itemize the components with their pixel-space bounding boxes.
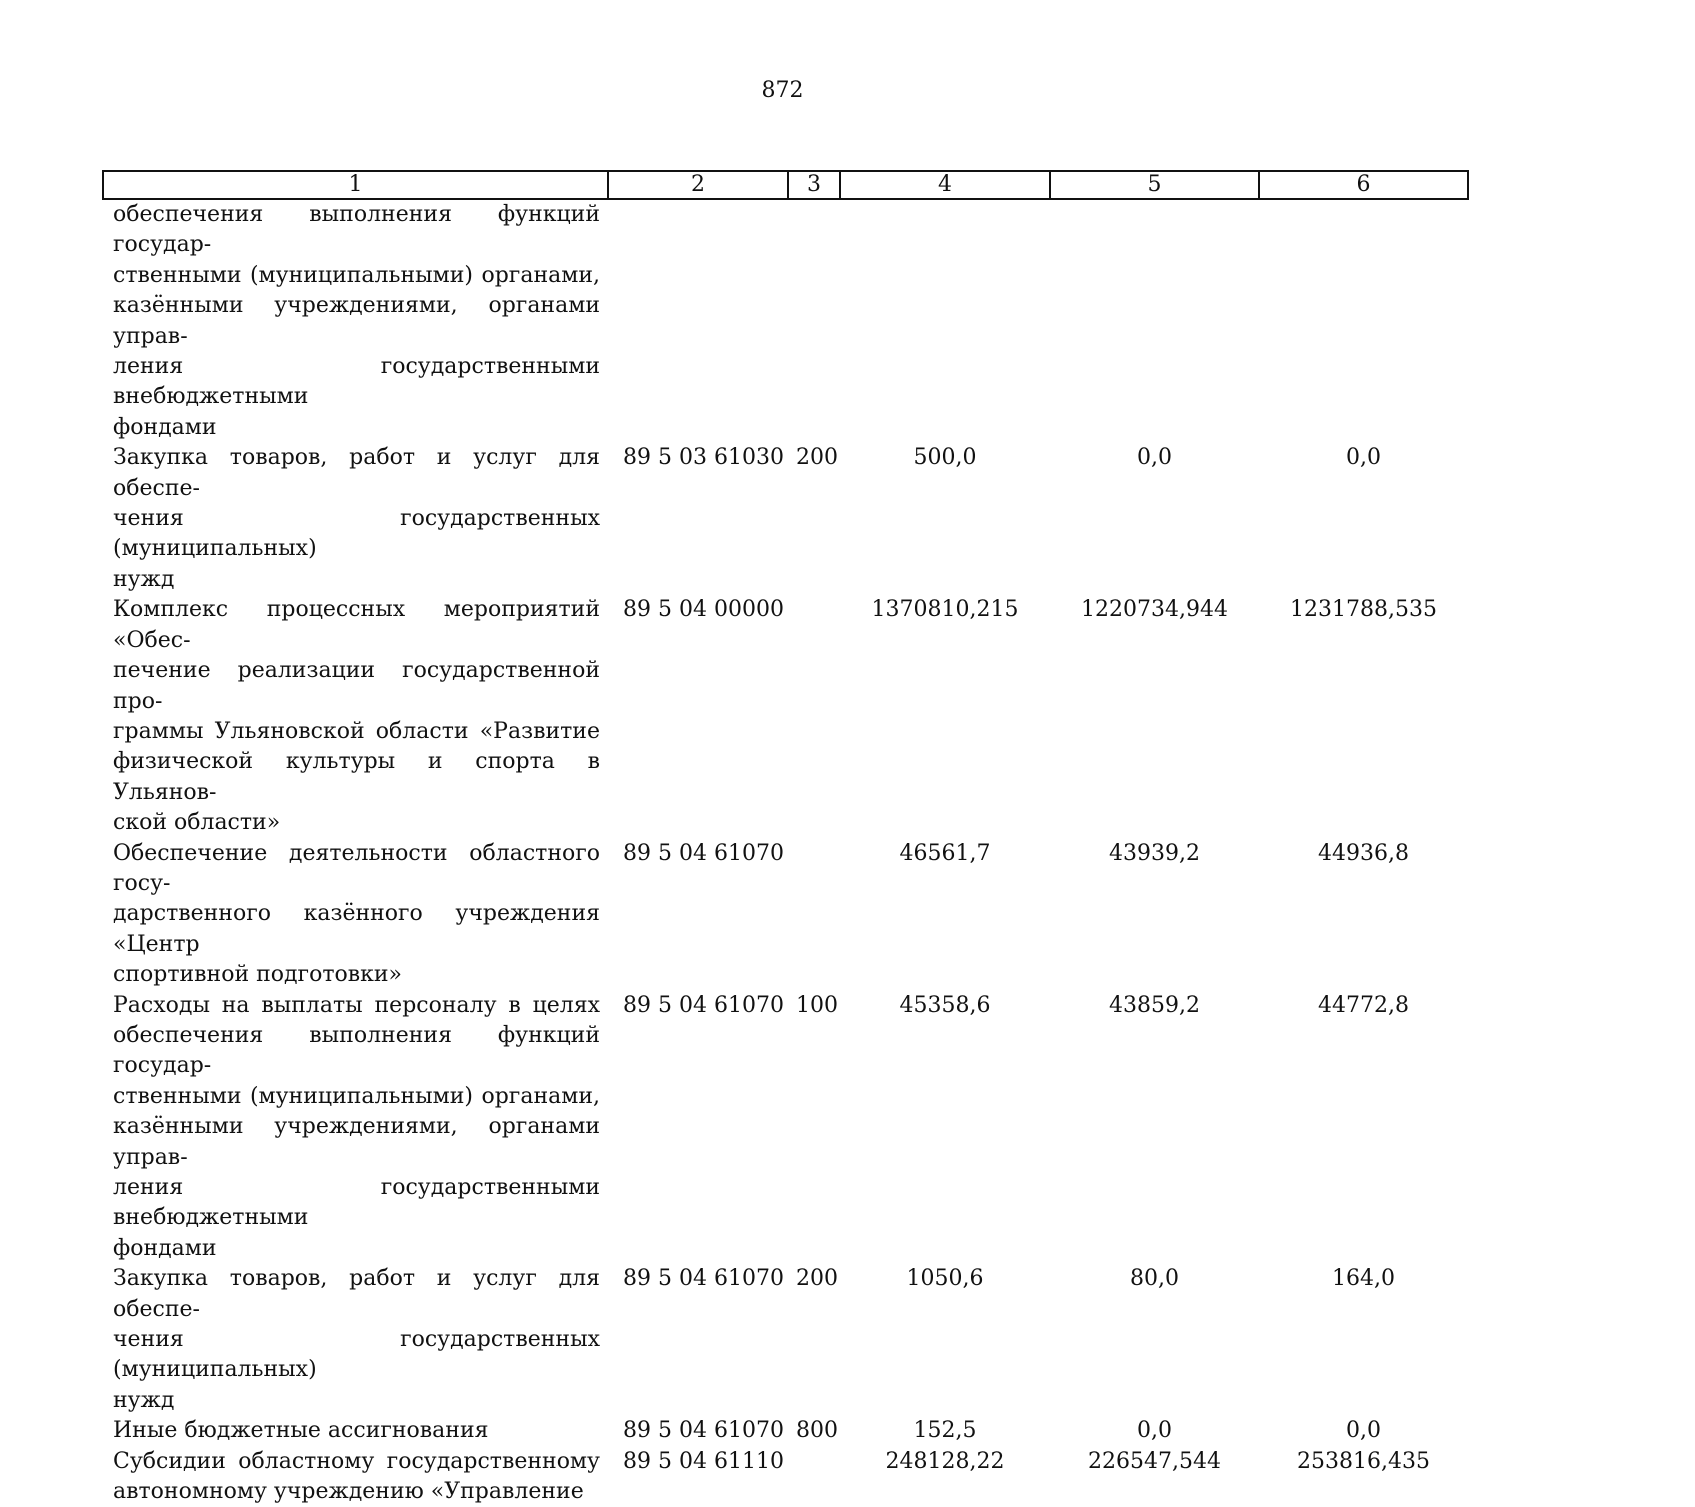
column-header-4: 4	[840, 171, 1050, 199]
amount-col5-cell: 0,0	[1137, 1418, 1172, 1444]
budget-code-cell	[608, 199, 788, 443]
expense-type-cell	[788, 199, 840, 443]
amount-col5-cell: 80,0	[1130, 1266, 1179, 1292]
amount-col4-cell: 46561,7	[899, 840, 991, 866]
amount-col6-cell: 44936,8	[1318, 840, 1409, 866]
amount-col6-cell: 0,0	[1346, 445, 1381, 471]
description-line: Закупка товаров, работ и услуг для обеспе-	[113, 445, 600, 501]
description-cell	[103, 991, 608, 1265]
table-row	[103, 1447, 1468, 1507]
column-header-2: 2	[608, 171, 788, 199]
description-line: физической культуры и спорта в Ульянов-	[113, 749, 600, 805]
table-header-row	[103, 171, 1468, 199]
table-row	[103, 1264, 1468, 1416]
amount-col6-cell: 253816,435	[1297, 1448, 1430, 1474]
description-cell	[103, 1264, 608, 1416]
amount-col4-cell: 248128,22	[885, 1448, 1005, 1474]
description-cell	[103, 839, 608, 991]
description-line: ской области»	[113, 810, 281, 836]
amount-col6-cell: 0,0	[1346, 1418, 1381, 1444]
description-line: Обеспечение деятельности областного госу-	[113, 840, 600, 896]
budget-code-cell: 89 5 04 61070	[623, 1418, 784, 1444]
page-number: 872	[761, 78, 804, 103]
amount-col4-cell	[840, 199, 1050, 443]
description-line: ственными (муниципальными) органами,	[113, 1083, 600, 1109]
description-line: казёнными учреждениями, органами управ-	[113, 293, 600, 349]
description-line: Субсидии областному государственному	[113, 1448, 600, 1474]
description-cell	[103, 595, 608, 838]
table-row	[103, 839, 1468, 991]
amount-col5-cell: 226547,544	[1088, 1448, 1221, 1474]
description-line: казёнными учреждениями, органами управ-	[113, 1114, 600, 1170]
description-cell	[103, 199, 608, 443]
amount-col5-cell	[1050, 199, 1259, 443]
table-row	[103, 1416, 1468, 1446]
amount-col5-cell: 1220734,944	[1081, 597, 1228, 623]
budget-code-cell: 89 5 04 61070	[623, 1266, 784, 1292]
expense-type-cell: 200	[796, 1266, 838, 1292]
description-line: ления государственными внебюджетными	[113, 1175, 600, 1231]
description-cell	[103, 1447, 608, 1507]
description-line: ственными (муниципальными) органами,	[113, 262, 600, 288]
amount-col4-cell: 1370810,215	[871, 597, 1019, 623]
expense-type-cell: 800	[796, 1418, 838, 1444]
description-line: автономному учреждению «Управление	[113, 1479, 584, 1505]
description-line: Иные бюджетные ассигнования	[113, 1418, 489, 1444]
description-line: Расходы на выплаты персоналу в целях	[113, 992, 600, 1018]
budget-code-cell: 89 5 03 61030	[623, 445, 784, 471]
description-line: дарственного казённого учреждения «Центр	[113, 901, 600, 957]
description-line: ления государственными внебюджетными	[113, 354, 600, 410]
description-line: граммы Ульяновской области «Развитие	[113, 718, 600, 744]
description-line: фондами	[113, 1235, 217, 1261]
expense-type-cell	[788, 1447, 840, 1507]
description-line: печение реализации государственной про-	[113, 658, 600, 714]
amount-col6-cell: 1231788,535	[1290, 597, 1437, 623]
description-cell	[103, 1416, 608, 1446]
budget-code-cell: 89 5 04 61070	[623, 840, 784, 866]
description-line: нужд	[113, 1387, 175, 1413]
budget-code-cell: 89 5 04 61110	[623, 1448, 784, 1474]
column-header-3: 3	[788, 171, 840, 199]
amount-col6-cell	[1259, 199, 1468, 443]
description-line: фондами	[113, 414, 217, 440]
column-header-6: 6	[1259, 171, 1468, 199]
budget-table	[102, 170, 1469, 1507]
description-line: обеспечения выполнения функций государ-	[113, 1022, 600, 1079]
amount-col5-cell: 43939,2	[1109, 840, 1200, 866]
amount-col4-cell: 45358,6	[899, 992, 991, 1018]
description-line: обеспечения выполнения функций государ-	[113, 202, 600, 258]
description-line: нужд	[113, 566, 175, 592]
expense-type-cell: 100	[796, 992, 838, 1018]
budget-code-cell: 89 5 04 00000	[623, 597, 784, 623]
amount-col4-cell: 1050,6	[906, 1266, 984, 1292]
column-header-5: 5	[1050, 171, 1259, 199]
amount-col6-cell: 44772,8	[1318, 992, 1409, 1018]
table-row	[103, 991, 1468, 1265]
expense-type-cell	[788, 595, 840, 838]
table-body	[103, 199, 1468, 1507]
amount-col4-cell: 152,5	[913, 1418, 977, 1444]
budget-code-cell: 89 5 04 61070	[623, 992, 784, 1018]
description-line: Закупка товаров, работ и услуг для обеспе-	[113, 1266, 600, 1322]
expense-type-cell	[788, 839, 840, 991]
description-line: чения государственных (муниципальных)	[113, 506, 600, 562]
table-row	[103, 199, 1468, 443]
expense-type-cell: 200	[796, 445, 838, 471]
description-line: спортивной подготовки»	[113, 962, 402, 988]
amount-col5-cell: 43859,2	[1109, 992, 1200, 1018]
description-line: Комплекс процессных мероприятий «Обес-	[113, 597, 600, 653]
description-line: чения государственных (муниципальных)	[113, 1327, 600, 1383]
description-cell	[103, 443, 608, 595]
amount-col6-cell: 164,0	[1332, 1266, 1395, 1292]
amount-col5-cell: 0,0	[1137, 445, 1172, 471]
column-header-1: 1	[103, 171, 608, 199]
table-row	[103, 443, 1468, 595]
table-row	[103, 595, 1468, 838]
amount-col4-cell: 500,0	[913, 445, 977, 471]
